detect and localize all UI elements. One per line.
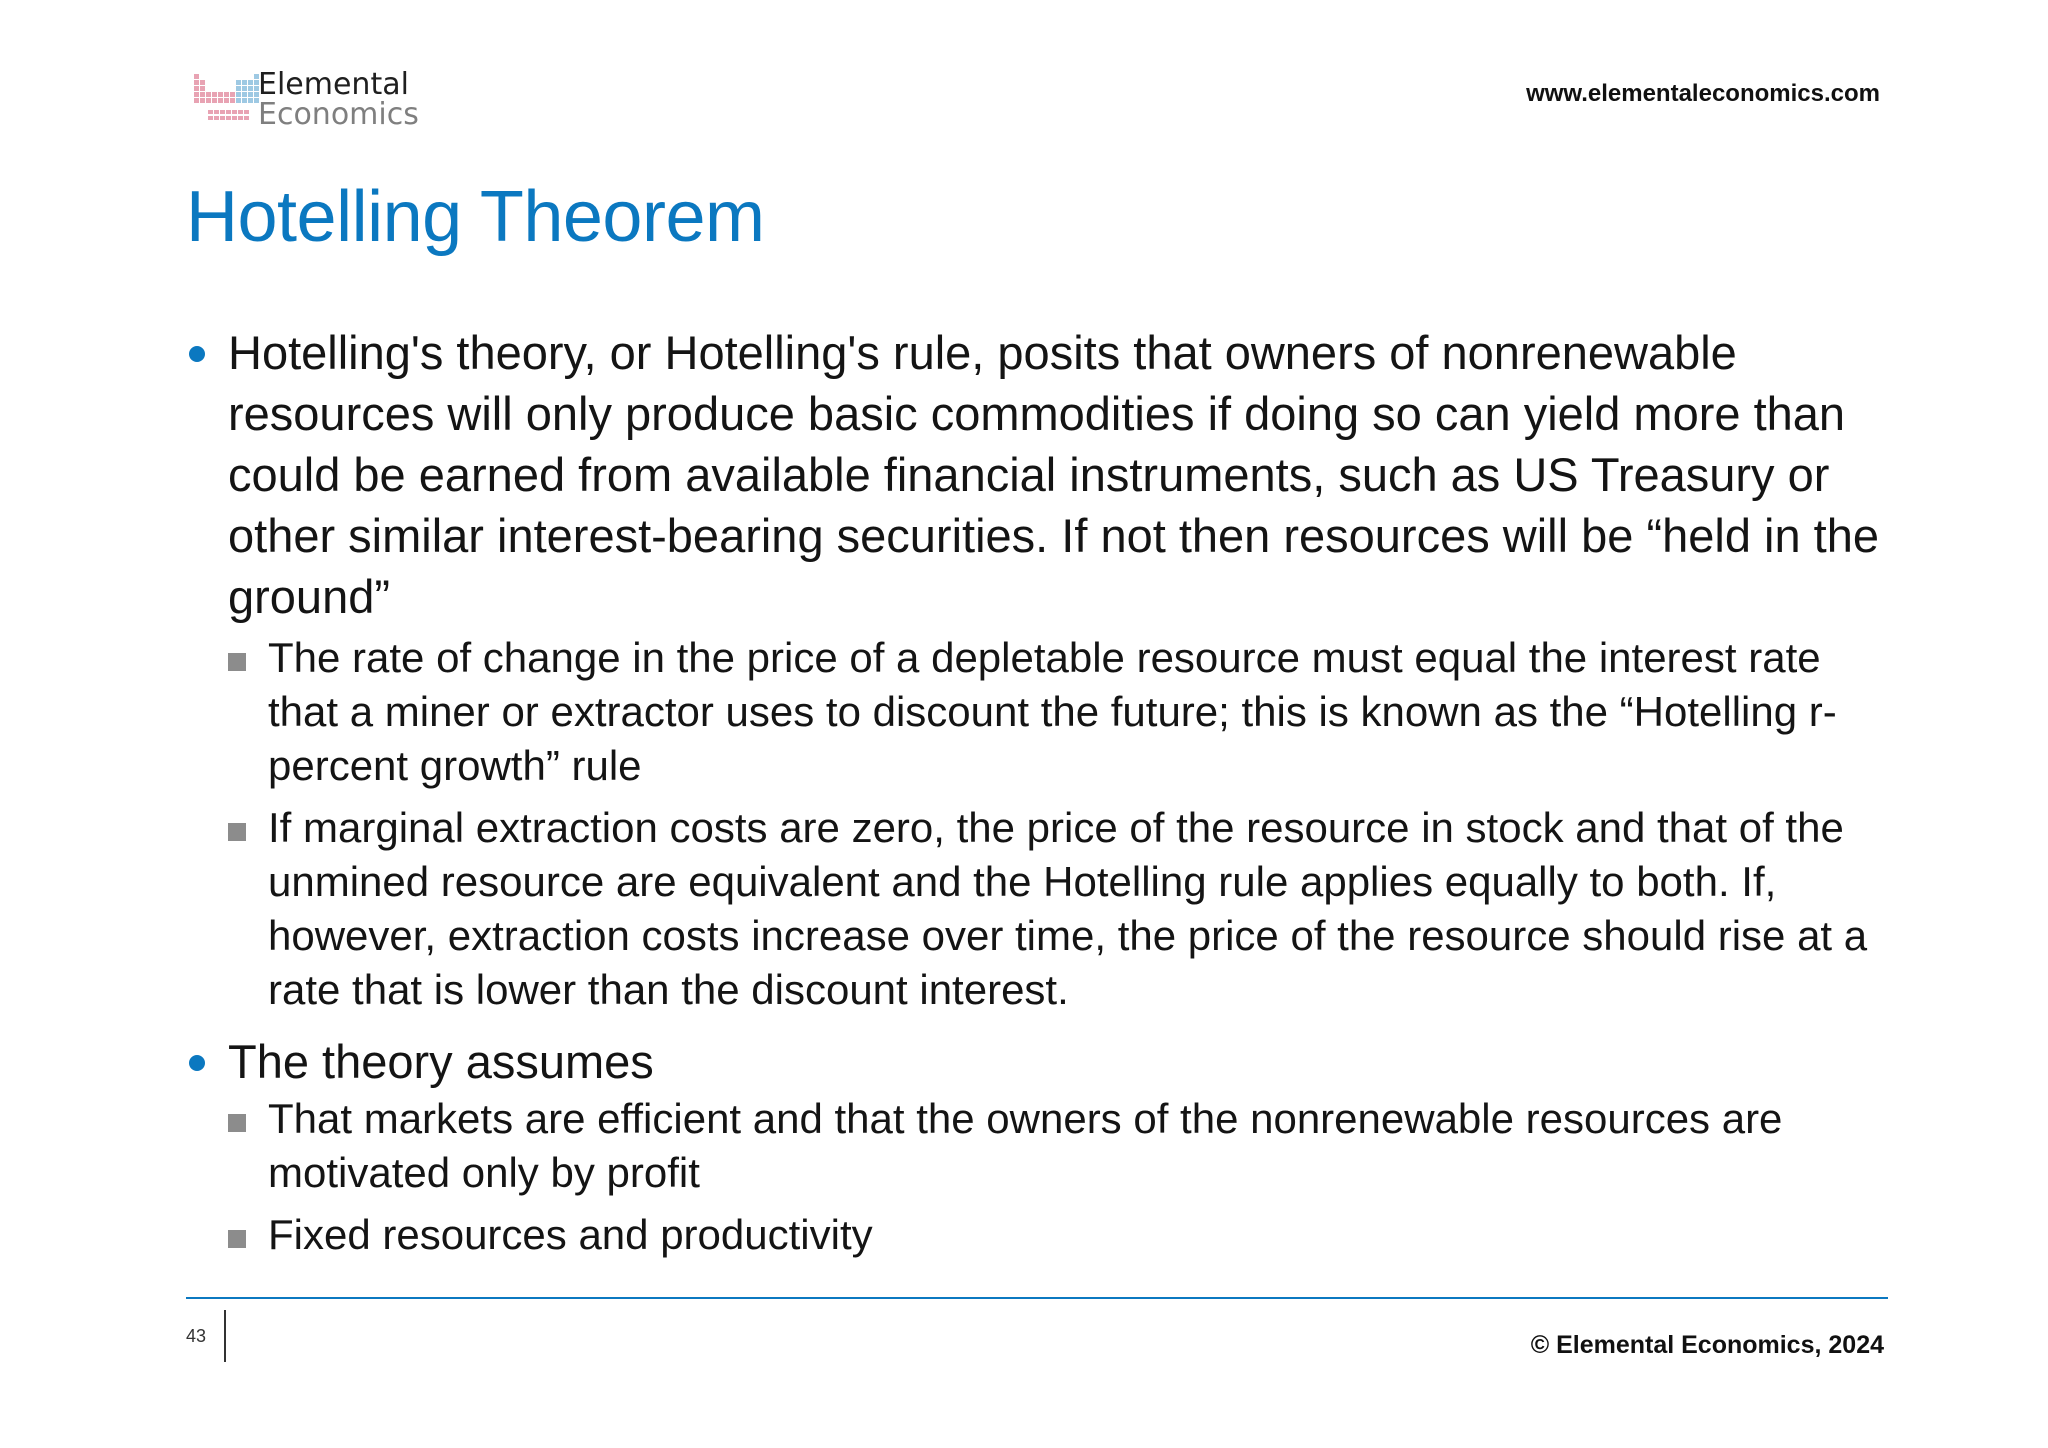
bullet-text: Hotelling's theory, or Hotelling's rule, posits that owners of nonrenewable resources will only produce basic commodities if doing so can yield more than could be earned from available financial instruments, such as US Treasury or other similar interest-bearing securities. If not then resources will be “held in the ground” xyxy=(228,326,1879,623)
bullet-main-2 xyxy=(186,1031,1886,1092)
sub-bullet-text: Fixed resources and productivity xyxy=(268,1211,873,1258)
bullet-dot xyxy=(189,346,205,362)
sub-bullet xyxy=(186,1092,1886,1200)
sub-bullet-marker xyxy=(228,823,246,841)
periodic-table-logo-icon xyxy=(194,74,260,124)
sub-bullet-marker xyxy=(228,1114,246,1132)
sub-bullet-text: If marginal extraction costs are zero, the price of the resource in stock and that of the unmined resource are equivalent and the Hotelling rule applies equally to both. If, however, extraction costs increase over time, the price of the resource should rise at a rate that is lower than the discount interest. xyxy=(268,804,1868,1013)
company-logo xyxy=(194,67,434,136)
logo-line-2: Economics xyxy=(258,97,419,132)
sub-bullet-marker xyxy=(228,653,246,671)
sub-bullet xyxy=(186,631,1886,793)
bullet-main-1 xyxy=(186,322,1886,627)
bullet-dot xyxy=(189,1055,205,1071)
page-number: 43 xyxy=(186,1326,207,1346)
copyright-notice: © Elemental Economics, 2024 xyxy=(1530,1331,1884,1359)
sub-bullet-text: That markets are efficient and that the owners of the nonrenewable resources are motivated only by profit xyxy=(268,1095,1783,1196)
sub-bullet-text: The rate of change in the price of a depletable resource must equal the interest rate that a miner or extractor uses to discount the future; this is known as the “Hotelling r-percent growth” rule xyxy=(268,634,1837,789)
website-url: www.elementaleconomics.com xyxy=(1526,80,1880,107)
sub-bullet-marker xyxy=(228,1230,246,1248)
bullet-text: The theory assumes xyxy=(228,1035,654,1088)
page-number-separator xyxy=(224,1310,226,1362)
logo-wordmark xyxy=(258,67,419,132)
slide-title: Hotelling Theorem xyxy=(186,177,765,257)
logo-line-1: Elemental xyxy=(258,67,409,102)
slide-body xyxy=(186,322,1886,1262)
sub-bullet xyxy=(186,1208,1886,1262)
footer-divider xyxy=(186,1297,1888,1299)
sub-bullet xyxy=(186,801,1886,1017)
